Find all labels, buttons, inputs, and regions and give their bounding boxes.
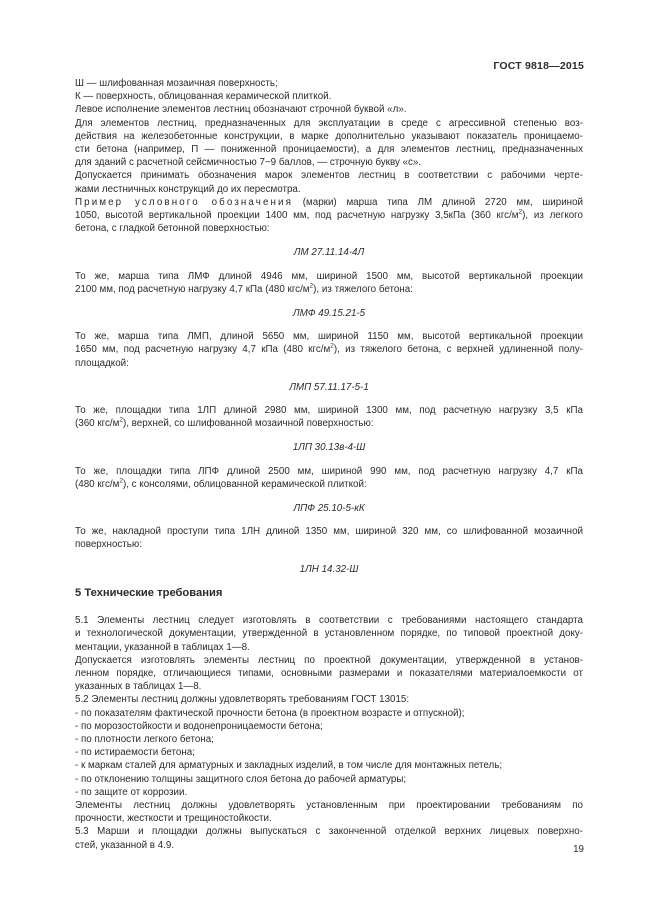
text-line: для зданий с расчетной сейсмичностью 7−9 баллов, — строчную букву «с».	[75, 157, 422, 169]
text-line: 2100 мм, под расчетную нагрузку 4,7 кПа (480 кгс/$м^2$), из тяжелого бетона:	[75, 282, 413, 295]
mark-designation: ЛПФ 25.10-5-кК	[293, 503, 365, 515]
text-line: 5.1 Элементы лестниц следует изготовлять в соответствии с требованиями настоящего стандарта	[75, 615, 583, 627]
text-line: бетона, с гладкой бетонной поверхностью:	[75, 223, 270, 235]
text-line: То же, марша типа ЛМП, длиной 5650 мм, шириной 1150 мм, высотой вертикальной проекции	[75, 331, 583, 343]
text-line: ментации, указанной в таблицах 1—8.	[75, 641, 250, 653]
text-line: поверхностью:	[75, 539, 142, 551]
mark-designation: ЛМП 57.11.17-5-1	[289, 381, 369, 393]
list-item: - по защите от коррозии.	[75, 786, 188, 798]
page-body	[75, 77, 583, 852]
list-item: - по показателям фактической прочности бетона (в проектном возрасте и отпускной);	[75, 707, 465, 719]
list-item: - по плотности легкого бетона;	[75, 733, 214, 745]
text-line: Для элементов лестниц, предназначенных для эксплуатации в среде с агрессивной степенью воз-	[75, 117, 583, 129]
list-item: - по отклонению толщины защитного слоя бетона до рабочей арматуры;	[75, 773, 407, 785]
text-line: Левое исполнение элементов лестниц обозначают строчной буквой «л».	[75, 104, 407, 116]
text-line: (480 кгс/$м^2$), с консолями, облицованной керамической плиткой:	[75, 477, 367, 490]
text-line: действия на железобетонные конструкции, в марке дополнительно указывают показатель проницаемо-	[75, 130, 583, 142]
text-line: Допускается принимать обозначения марок элементов лестниц в соответствии с рабочими черте-	[75, 170, 583, 182]
example-intro-line: Пример условного обозначения (марки) марша типа ЛМ длиной 2720 мм, шириной	[75, 196, 583, 208]
text-line: К — поверхность, облицованная керамической плиткой.	[75, 91, 332, 103]
text-line: 5.3 Марши и площадки должны выпускаться с законченной отделкой верхних лицевых поверхно-	[75, 826, 583, 838]
mark-designation: ЛМФ 49.15.21-5	[292, 308, 366, 320]
text-line: указанных в таблицах 1—8.	[75, 681, 202, 693]
text-line: жами лестничных конструкций до их пересмотра.	[75, 183, 301, 195]
text-line: Допускается изготовлять элементы лестниц по проектной документации, утвержденной в установ-	[75, 654, 583, 666]
document-code-header: ГОСТ 9818—2015	[493, 60, 584, 72]
text-line: стей, указанной в 4.9.	[75, 839, 175, 851]
list-item: - к маркам сталей для арматурных и закладных изделий, в том числе для монтажных петель;	[75, 760, 503, 772]
page-number: 19	[573, 844, 584, 855]
text-line: ленном порядке, отличающиеся типами, основными размерами и показателями материалоемкости от	[75, 667, 583, 679]
mark-designation: 1ЛН 14.32-Ш	[299, 563, 359, 575]
text-line: То же, марша типа ЛМФ длиной 4946 мм, шириной 1500 мм, высотой вертикальной проекции	[75, 270, 583, 282]
section-heading: 5 Технические требования	[75, 586, 223, 599]
text-line: (360 кгс/$м^2$), верхней, со шлифованной мозаичной поверхностью:	[75, 417, 374, 430]
text-line: прочности, жесткости и трещиностойкости.	[75, 813, 272, 825]
mark-designation: ЛМ 27.11.14-4Л	[293, 247, 365, 259]
text-line: 1050, высотой вертикальной проекции 1400 мм, под расчетную нагрузку 3,5кПа (360 кгс/$м^2$), из легкого	[75, 208, 583, 222]
example-label: Пример условного обозначения	[75, 196, 294, 208]
text-line: 5.2 Элементы лестниц должны удовлетворять требованиям ГОСТ 13015:	[75, 694, 410, 706]
mark-designation: 1ЛП 30.13в-4-Ш	[292, 442, 366, 454]
list-item: - по морозостойкости и водонепроницаемости бетона;	[75, 720, 323, 732]
list-item: - по истираемости бетона;	[75, 747, 195, 759]
text-line: площадкой:	[75, 357, 129, 369]
text-line: То же, площадки типа 1ЛП длиной 2980 мм, шириной 1300 мм, под расчетную нагрузку 3,5 кПа	[75, 405, 583, 417]
text-line: и технологической документации, утвержденной в установленном порядке, по типовой проектной доку-	[75, 628, 583, 640]
text-line: Ш — шлифованная мозаичная поверхность;	[75, 78, 278, 89]
text-line: сти бетона (например, П — пониженной проницаемости), а для элементов лестниц, предназначенных	[75, 144, 583, 156]
text-line: Элементы лестниц должны удовлетворять установленным при проектировании требованиям по	[75, 799, 583, 811]
text-line: 1650 мм, под расчетную нагрузку 4,7 кПа (480 кгс/$м^2$), из тяжелого бетона, с верхней удлиненной полу-	[75, 343, 583, 356]
text-line: То же, накладной проступи типа 1ЛН длиной 1350 мм, шириной 320 мм, со шлифованной мозаичной	[75, 526, 583, 538]
text-line: То же, площадки типа ЛПФ длиной 2500 мм, шириной 990 мм, под расчетную нагрузку 4,7 кПа	[75, 465, 583, 477]
